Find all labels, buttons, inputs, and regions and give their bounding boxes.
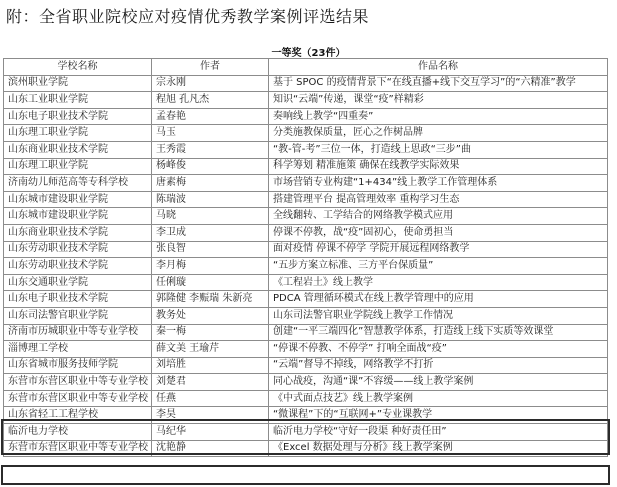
cell-school: 山东省轻工工程学校 [4, 407, 152, 424]
cell-work: 山东司法警官职业学院线上教学工作情况 [269, 307, 608, 324]
cell-author: 刘培胜 [152, 357, 269, 374]
cell-school: 东营市东营区职业中等专业学校 [4, 440, 152, 457]
cell-author: 程旭 孔凡杰 [152, 92, 269, 109]
cell-author: 杨峰俊 [152, 158, 269, 175]
cell-author: 任俐璇 [152, 274, 269, 291]
highlight-box [1, 465, 610, 485]
section-caption: 一等奖（23件） [271, 48, 346, 59]
cell-work: 知识“云端”传递，课堂“疫”样精彩 [269, 92, 608, 109]
table-row [4, 175, 608, 192]
cell-author: 李月梅 [152, 258, 269, 275]
cell-author: 宗永刚 [152, 75, 269, 92]
table-row [4, 374, 608, 391]
cell-author: 沈艳静 [152, 440, 269, 457]
cell-author: 李昊 [152, 407, 269, 424]
page-title: 附：全省职业院校应对疫情优秀教学案例评选结果 [6, 7, 370, 26]
cell-work: 基于 SPOC 的疫情背景下“在线直播+线下交互学习”的“六精准”教学 [269, 75, 608, 92]
cell-school: 山东商业职业技术学院 [4, 141, 152, 158]
cell-work: 分类施教保质量，匠心之作树品牌 [269, 125, 608, 142]
header-author: 作者 [152, 59, 269, 76]
cell-work: 停课不停教，战“疫”固初心，使命勇担当 [269, 224, 608, 241]
table-row [4, 307, 608, 324]
table-row [4, 208, 608, 225]
cell-work: “五步方案立标准、三方平台保质量” [269, 258, 608, 275]
cell-school: 淄博理工学校 [4, 341, 152, 358]
cell-work: “微课程”下的“互联网+”专业课教学 [269, 407, 608, 424]
table-row [4, 424, 608, 441]
table-row [4, 108, 608, 125]
cell-school: 山东电子职业技术学院 [4, 291, 152, 308]
cell-work: 《工程岩土》线上教学 [269, 274, 608, 291]
cell-school: 山东司法警官职业学院 [4, 307, 152, 324]
cell-school: 东营市东营区职业中等专业学校 [4, 374, 152, 391]
cell-school: 山东劳动职业技术学院 [4, 258, 152, 275]
cell-author: 郭隆健 李赈瑞 朱新亮 [152, 291, 269, 308]
cell-work: 创建“一平三端四化”智慧教学体系，打造线上线下实质等效课堂 [269, 324, 608, 341]
table-row [4, 390, 608, 407]
cell-school: 山东城市建设职业学院 [4, 191, 152, 208]
cell-work: 面对疫情 停课不停学 学院开展远程网络教学 [269, 241, 608, 258]
table-row [4, 258, 608, 275]
table-row [4, 75, 608, 92]
table-row [4, 224, 608, 241]
cell-author: 马玉 [152, 125, 269, 142]
cell-school: 山东电子职业技术学院 [4, 108, 152, 125]
cell-author: 薛文美 王瑜芹 [152, 341, 269, 358]
cell-school: 东营市东营区职业中等专业学校 [4, 390, 152, 407]
cell-author: 张良智 [152, 241, 269, 258]
cell-author: 教务处 [152, 307, 269, 324]
cell-work: “云端”督导不掉线，网络教学不打折 [269, 357, 608, 374]
table-row [4, 357, 608, 374]
cell-school: 山东商业职业技术学院 [4, 224, 152, 241]
cell-school: 滨州职业学院 [4, 75, 152, 92]
cell-school: 山东理工职业学院 [4, 158, 152, 175]
cell-author: 任燕 [152, 390, 269, 407]
cell-work: 《中式面点技艺》线上教学案例 [269, 390, 608, 407]
cell-author: 王秀霞 [152, 141, 269, 158]
cell-author: 陈瑞波 [152, 191, 269, 208]
table-row [4, 158, 608, 175]
table-row [4, 324, 608, 341]
table-row [4, 141, 608, 158]
cell-author: 唐素梅 [152, 175, 269, 192]
cell-author: 刘楚君 [152, 374, 269, 391]
cell-work: 科学筹划 精准施策 确保在线教学实际效果 [269, 158, 608, 175]
cell-work: 临沂电力学校“守好一段渠 种好责任田” [269, 424, 608, 441]
awards-table [3, 58, 608, 457]
table-header-row [4, 59, 608, 76]
cell-work: 市场营销专业构建“1+434”线上教学工作管理体系 [269, 175, 608, 192]
cell-author: 孟春艳 [152, 108, 269, 125]
cell-author: 马晓 [152, 208, 269, 225]
table-row [4, 274, 608, 291]
table-row [4, 440, 608, 457]
table-row [4, 191, 608, 208]
cell-work: 搭建管理平台 提高管理效率 重构学习生态 [269, 191, 608, 208]
cell-author: 马纪华 [152, 424, 269, 441]
table-row [4, 125, 608, 142]
cell-work: PDCA 管理循环模式在线上教学管理中的应用 [269, 291, 608, 308]
table-row [4, 241, 608, 258]
table-row [4, 407, 608, 424]
header-school: 学校名称 [4, 59, 152, 76]
cell-school: 济南幼儿师范高等专科学校 [4, 175, 152, 192]
cell-school: 临沂电力学校 [4, 424, 152, 441]
table-row [4, 291, 608, 308]
cell-school: 济南市历城职业中等专业学校 [4, 324, 152, 341]
cell-school: 山东交通职业学院 [4, 274, 152, 291]
cell-school: 山东劳动职业技术学院 [4, 241, 152, 258]
cell-author: 李卫成 [152, 224, 269, 241]
cell-school: 山东工业职业学院 [4, 92, 152, 109]
cell-work: 奏响线上教学“四重奏” [269, 108, 608, 125]
table-row [4, 92, 608, 109]
cell-author: 秦一梅 [152, 324, 269, 341]
cell-school: 山东理工职业学院 [4, 125, 152, 142]
table-row [4, 341, 608, 358]
header-work: 作品名称 [269, 59, 608, 76]
cell-work: 同心战疫，沟通“课”不容缓——线上教学案例 [269, 374, 608, 391]
cell-work: 《Excel 数据处理与分析》线上教学案例 [269, 440, 608, 457]
cell-work: “停课不停教、不停学” 打响全面战“疫” [269, 341, 608, 358]
cell-work: “教-管-考”三位一体，打造线上思政“三步”曲 [269, 141, 608, 158]
cell-work: 全线翻转、工学结合的网络教学模式应用 [269, 208, 608, 225]
cell-school: 山东省城市服务技师学院 [4, 357, 152, 374]
cell-school: 山东城市建设职业学院 [4, 208, 152, 225]
